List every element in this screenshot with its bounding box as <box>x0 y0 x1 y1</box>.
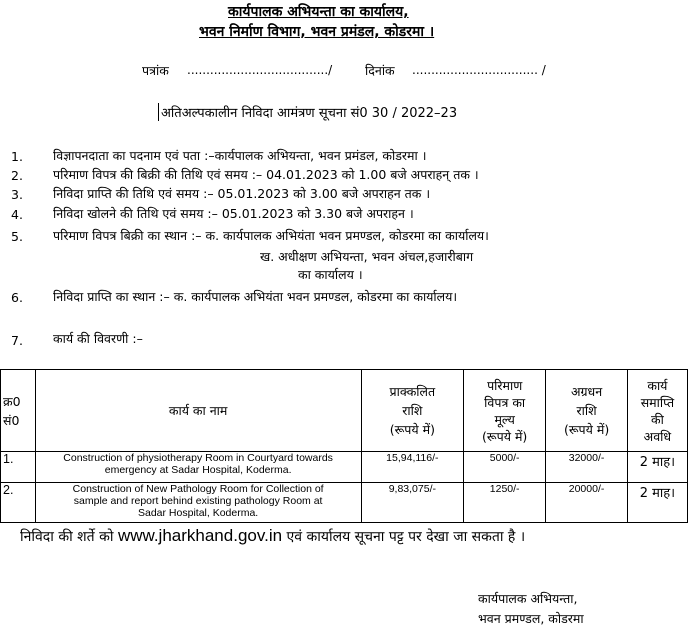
row-1-sno: 1. <box>1 452 36 483</box>
item-5-continuation-1: ख. अधीक्षण अभियन्ता, भवन अंचल,हजारीबाग <box>260 249 474 264</box>
item-5-number: 5. <box>11 229 23 244</box>
table-row <box>1 452 688 483</box>
item-5-text: परिमाण विपत्र बिक्री का स्थान :– क. कार्यपालक अभियंता भवन प्रमण्डल, कोडरमा का कार्यालय। <box>53 228 489 243</box>
item-1-text: विज्ञापनदाता का पदनाम एवं पता :–कार्यपालक अभियन्ता, भवन प्रमंडल, कोडरमा । <box>53 148 427 163</box>
signature-office: भवन प्रमण्डल, कोडरमा <box>478 611 584 626</box>
item-6-number: 6. <box>11 290 23 305</box>
item-6-text: निविदा प्राप्ति का स्थान :– क. कार्यपालक अभियंता भवन प्रमण्डल, कोडरमा का कार्यालय। <box>53 289 458 304</box>
patrank-blank: ...................................../ <box>187 63 333 77</box>
row-2-earnest: 20000/- <box>546 483 627 523</box>
row-2-work-name: Construction of New Pathology Room for Collection of sample and report behind existing pathology Room at Sadar Hospital, Koderma. <box>35 483 361 523</box>
header-completion-period: कार्य समाप्ति की अवधि <box>627 370 687 452</box>
works-table <box>0 369 688 523</box>
footer-note-after: एवं कार्यालय सूचना पट्ट पर देखा जा सकता है । <box>286 529 526 545</box>
item-2-text: परिमाण विपत्र की बिक्री की तिथि एवं समय :– 04.01.2023 को 1.00 बजे अपराहन् तक । <box>53 167 479 182</box>
row-1-earnest: 32000/- <box>546 452 627 483</box>
signature-designation: कार्यपालक अभियन्ता, <box>478 591 578 606</box>
header-boq-cost: परिमाण विपत्र का मूल्य (रूपये में) <box>463 370 545 452</box>
patrank-label: पत्रांक <box>142 63 169 78</box>
dinank-blank: ................................. / <box>412 63 546 77</box>
row-1-work-name: Construction of physiotherapy Room in Courtyard towards emergency at Sadar Hospital, Koderma. <box>35 452 361 483</box>
department-title: भवन निर्माण विभाग, भवन प्रमंडल, कोडरमा । <box>199 24 435 40</box>
row-1-period: 2 माह। <box>627 452 687 483</box>
website-link[interactable]: www.jharkhand.gov.in <box>117 526 283 545</box>
table-header-row <box>1 370 688 452</box>
footer-note <box>20 526 525 546</box>
header-estimate: प्राक्कलित राशि (रूपये में) <box>361 370 463 452</box>
header-work-name: कार्य का नाम <box>35 370 361 452</box>
row-2-sno: 2. <box>1 483 36 523</box>
row-2-boq-cost: 1250/- <box>463 483 545 523</box>
row-2-period: 2 माह। <box>627 483 687 523</box>
item-1-number: 1. <box>11 149 23 164</box>
item-4-number: 4. <box>11 207 23 222</box>
item-3-number: 3. <box>11 187 23 202</box>
header-sno: क्र0 सं0 <box>1 370 36 452</box>
item-7-text: कार्य की विवरणी :– <box>53 331 143 346</box>
office-title: कार्यपालक अभियन्ता का कार्यालय, <box>228 4 409 20</box>
row-1-boq-cost: 5000/- <box>463 452 545 483</box>
notice-title: अतिअल्पकालीन निविदा आमंत्रण सूचना सं0 30 / 2022–23 <box>158 103 457 121</box>
header-earnest-money: अग्रधन राशि (रूपये में) <box>546 370 627 452</box>
footer-note-before: निविदा की शर्ते को <box>20 529 114 545</box>
item-2-number: 2. <box>11 168 23 183</box>
item-7-number: 7. <box>11 333 23 348</box>
item-5-continuation-2: का कार्यालय । <box>298 267 363 282</box>
row-1-estimate: 15,94,116/- <box>361 452 463 483</box>
table-row <box>1 483 688 523</box>
dinank-label: दिनांक <box>365 63 395 78</box>
item-3-text: निविदा प्राप्ति की तिथि एवं समय :– 05.01.2023 को 3.00 बजे अपराहन तक । <box>53 186 431 201</box>
row-2-estimate: 9,83,075/- <box>361 483 463 523</box>
item-4-text: निविदा खोलने की तिथि एवं समय :– 05.01.2023 को 3.30 बजे अपराहन । <box>53 206 414 221</box>
